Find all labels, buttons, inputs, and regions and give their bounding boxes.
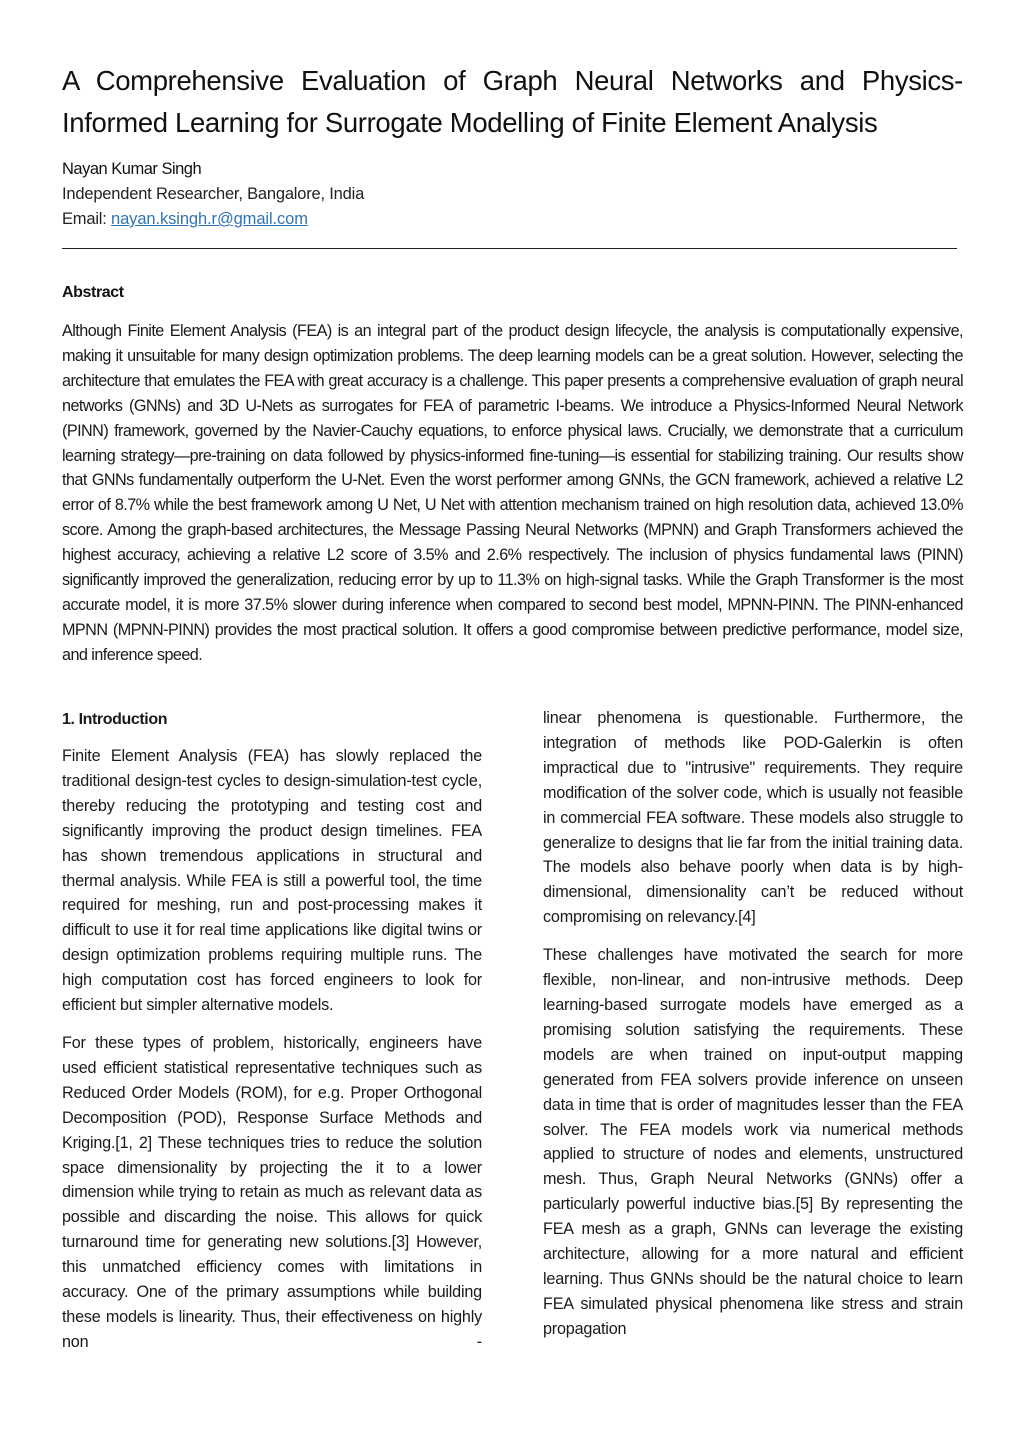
right-column (543, 706, 963, 1355)
author-affiliation: Independent Researcher, Bangalore, India (62, 185, 365, 203)
intro-paragraph: These challenges have motivated the search for more flexible, non-linear, and non-intrusive methods. Deep learning-based surrogate models have emerged as a promising solution satisfying the requirements. These models are when trained on input-output mapping generated from FEA solvers provide inference on unseen data in time that is order of magnitudes lesser than the FEA solver. The FEA models work via numerical methods applied to structure of nodes and elements, unstructured mesh. Thus, Graph Neural Networks (GNNs) offer a particularly powerful inductive bias.[5] By representing the FEA mesh as a graph, GNNs can leverage the existing architecture, allowing for a more natural and efficient learning. Thus GNNs should be the natural choice to learn FEA simulated physical phenomena like stress and strain propagation (543, 946, 963, 1338)
header-separator (62, 248, 957, 249)
author-name: Nayan Kumar Singh (62, 160, 202, 178)
abstract-heading: Abstract (62, 284, 124, 301)
email-label: Email: (62, 210, 112, 228)
intro-paragraph: For these types of problem, historically, engineers have used efficient statistical representative techniques such as Reduced Order Models (ROM), for e.g. Proper Orthogonal Decomposition (POD), Response Surface Methods and Kriging.[1, 2] These techniques tries to reduce the solution space dimensionality by projecting the it to a lower dimension while trying to retain as much as relevant data as possible and discarding the noise. This allows for quick turnaround time for generating new solutions.[3] However, this unmatched efficiency comes with limitations in accuracy. One of the primary assumptions while building these models is linearity. Thus, their effectiveness on highly non - (62, 1033, 482, 1351)
author-email-line (62, 207, 308, 231)
abstract-text: Although Finite Element Analysis (FEA) is an integral part of the product design lifecycle, the analysis is computationally expensive, making it unsuitable for many design optimization problems. The deep learning models can be a great solution. However, selecting the architecture that emulates the FEA with great accuracy is a challenge. This paper presents a comprehensive evaluation of graph neural networks (GNNs) and 3D U-Nets as surrogates for FEA of parametric I-beams. We introduce a Physics-Informed Neural Network (PINN) framework, governed by the Navier-Cauchy equations, to enforce physical laws. Crucially, we demonstrate that a curriculum learning strategy—pre-training on data followed by physics-informed fine-tuning—is essential for stabilizing training. Our results show that GNNs fundamentally outperform the U-Net. Even the worst performer among GNNs, the GCN framework, achieved a relative L2 error of 8.7% while the best framework among U Net, U Net with attention mechanism trained on high resolution data, achieved 13.0% score. Among the graph-based architectures, the Message Passing Neural Networks (MPNN) and Graph Transformers achieved the highest accuracy, achieving a relative L2 score of 3.5% and 2.6% respectively. The inclusion of physics fundamental laws (PINN) significantly improved the generalization, reducing error by up to 11.3% on high-signal tasks. While the Graph Transformer is the most accurate model, it is more 37.5% slower during inference when compared to second best model, MPNN-PINN. The PINN-enhanced MPNN (MPNN-PINN) provides the most practical solution. It offers a good compromise between predictive performance, model size, and inference speed. (62, 322, 963, 664)
section-heading-introduction: 1. Introduction (62, 711, 168, 728)
intro-paragraph: linear phenomena is questionable. Furthermore, the integration of methods like POD-Galerkin is often impractical due to "intrusive" requirements. They require modification of the solver code, which is usually not feasible in commercial FEA software. These models also struggle to generalize to designs that lie far from the initial training data. The models also behave poorly when data is by high-dimensional, dimensionality can’t be reduced without compromising on relevancy.[4] (543, 709, 963, 927)
left-column (62, 706, 482, 1368)
paper-title: A Comprehensive Evaluation of Graph Neural Networks and Physics-Informed Learning for Surrogate Modelling of Finite Element Analysis (62, 65, 963, 138)
intro-paragraph: Finite Element Analysis (FEA) has slowly replaced the traditional design-test cycles to design-simulation-test cycle, thereby reducing the prototyping and testing cost and significantly improving the product design timelines. FEA has shown tremendous applications in structural and thermal analysis. While FEA is still a powerful tool, the time required for meshing, run and post-processing makes it difficult to use it for real time applications like digital twins or design optimization problems requiring multiple runs. The high computation cost has forced engineers to look for efficient but simpler alternative models. (62, 747, 482, 1015)
email-link[interactable]: nayan.ksingh.r@gmail.com (111, 210, 308, 228)
